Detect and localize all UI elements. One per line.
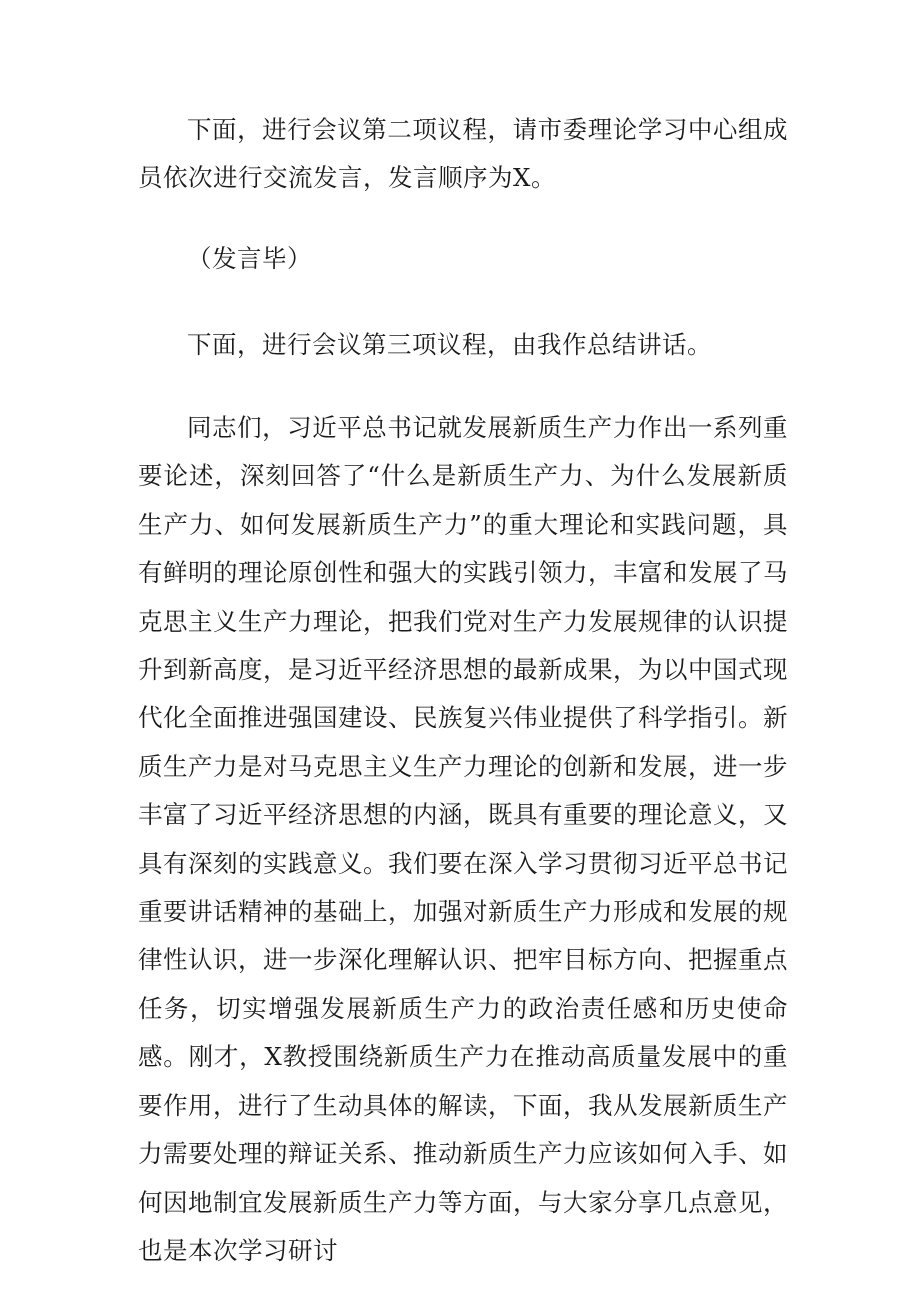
paragraph-agenda-item-3: 下面，进行会议第三项议程，由我作总结讲话。 — [187, 330, 712, 359]
paragraph-summary-speech: 同志们，习近平总书记就发展新质生产力作出一系列重要论述，深刻回答了“什么是新质生产力、为什么发展新质生产力、如何发展新质生产力”的重大理论和实践问题，具有鲜明的理论原创性和强大的实践引领力，丰富和发展了马克思主义生产力理论，把我们党对生产力发展规律的认识提升到新高度，是习近平经济思想的最新成果，为以中国式现代化全面推进强国建设、民族复兴伟业提供了科学指引。新质生产力是对马克思主义生产力理论的创新和发展，进一步丰富了习近平经济思想的内涵，既具有重要的理论意义，又具有深刻的实践意义。我们要在深入学习贯彻习近平总书记重要讲话精神的基础上，加强对新质生产力形成和发展的规律性认识，进一步深化理解认识、把牢目标方向、把握重点任务，切实增强发展新质生产力的政治责任感和历史使命感。刚才，X教授围绕新质生产力在推动高质量发展中的重要作用，进行了生动具体的解读，下面，我从发展新质生产力需要处理的辩证关系、推动新质生产力应该如何入手、如何因地制宜发展新质生产力等方面，与大家分享几点意见，也是本次学习研讨 — [138, 413, 788, 1265]
paragraph-speech-ended: （发言毕） — [187, 244, 312, 273]
paragraph-agenda-item-2: 下面，进行会议第二项议程，请市委理论学习中心组成员依次进行交流发言，发言顺序为X。 — [138, 115, 788, 193]
